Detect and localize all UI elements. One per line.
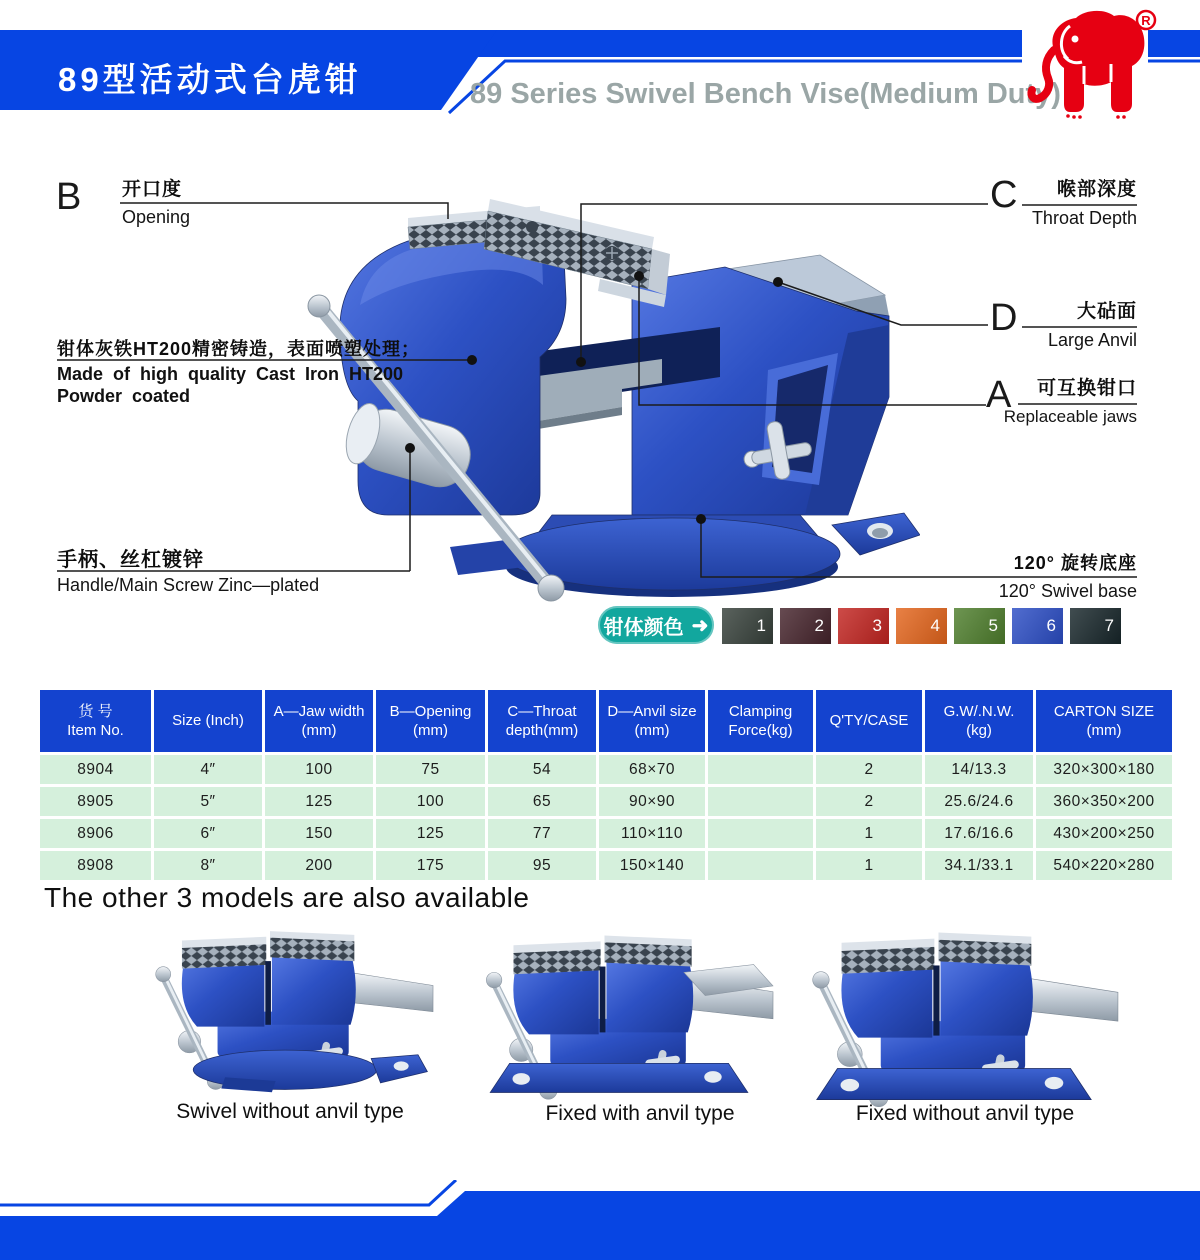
col-header-jaw-width: A—Jaw width (mm)	[265, 690, 373, 752]
cell-carton: 540×220×280	[1036, 851, 1172, 880]
cell-size: 4″	[154, 755, 262, 784]
color-swatch-1: 1	[722, 608, 773, 644]
cell-carton: 320×300×180	[1036, 755, 1172, 784]
cell-opening: 125	[376, 819, 485, 848]
cell-qty: 1	[816, 819, 922, 848]
cell-gwnw: 17.6/16.6	[925, 819, 1033, 848]
cell-throat: 54	[488, 755, 596, 784]
cell-opening: 75	[376, 755, 485, 784]
model-caption-2: Fixed with anvil type	[545, 1102, 735, 1125]
callout-b-en: Opening	[122, 207, 191, 227]
callout-base-zh: 120° 旋转底座	[1013, 553, 1137, 573]
cell-clamping	[708, 787, 813, 816]
cell-anvil: 150×140	[599, 851, 705, 880]
cell-clamping	[708, 851, 813, 880]
col-header-throat: C—Throat depth(mm)	[488, 690, 596, 752]
cell-carton: 360×350×200	[1036, 787, 1172, 816]
cell-qty: 2	[816, 787, 922, 816]
cell-jaw: 100	[265, 755, 373, 784]
cell-anvil: 110×110	[599, 819, 705, 848]
cell-clamping	[708, 755, 813, 784]
model-caption-3: Fixed without anvil type	[855, 1102, 1075, 1125]
svg-text:R: R	[1141, 13, 1151, 28]
col-header-clamping: Clamping Force(kg)	[708, 690, 813, 752]
callout-a-zh: 可互换钳口	[1036, 378, 1137, 399]
cell-qty: 1	[816, 851, 922, 880]
callout-letter-d: D	[990, 297, 1018, 339]
callout-d-zh: 大砧面	[1076, 301, 1137, 322]
cell-carton: 430×200×250	[1036, 819, 1172, 848]
cell-item: 8905	[40, 787, 151, 816]
color-swatch-4: 4	[896, 608, 947, 644]
cell-opening: 175	[376, 851, 485, 880]
col-header-gw-nw: G.W/.N.W. (kg)	[925, 690, 1033, 752]
cell-item: 8904	[40, 755, 151, 784]
callout-letter-c: C	[990, 174, 1018, 216]
callout-d-en: Large Anvil	[1047, 330, 1137, 350]
cell-gwnw: 14/13.3	[925, 755, 1033, 784]
model-caption-1: Swivel without anvil type	[176, 1100, 404, 1123]
callout-letter-b: B	[56, 176, 82, 218]
cell-opening: 100	[376, 787, 485, 816]
cell-jaw: 200	[265, 851, 373, 880]
cell-jaw: 150	[265, 819, 373, 848]
mini-vise-swivel-no-anvil	[135, 918, 435, 1096]
color-swatch-2: 2	[780, 608, 831, 644]
color-swatch-7: 7	[1070, 608, 1121, 644]
cell-size: 5″	[154, 787, 262, 816]
cell-clamping	[708, 819, 813, 848]
cell-throat: 95	[488, 851, 596, 880]
cell-qty: 2	[816, 755, 922, 784]
col-header-anvil: D—Anvil size (mm)	[599, 690, 705, 752]
callout-handle-zh: 手柄、丝杠镀锌	[57, 549, 204, 571]
callout-c-zh: 喉部深度	[1056, 179, 1137, 200]
spec-table	[40, 690, 1172, 880]
elephant-logo	[1020, 6, 1160, 126]
cell-item: 8906	[40, 819, 151, 848]
cell-throat: 77	[488, 819, 596, 848]
page-title-en: 89 Series Swivel Bench Vise(Medium Duty)	[470, 78, 1061, 110]
color-swatch-5: 5	[954, 608, 1005, 644]
col-header-qty: Q'TY/CASE	[816, 690, 922, 752]
callout-material-en2: Powder coated	[57, 386, 191, 406]
footer-band	[0, 1180, 1200, 1260]
mini-vise-fixed-no-anvil	[790, 918, 1120, 1114]
cell-anvil: 68×70	[599, 755, 705, 784]
callout-b-zh: 开口度	[122, 179, 183, 200]
registered-icon	[1137, 11, 1155, 29]
arrow-icon: ➜	[691, 614, 709, 637]
callout-base-en: 120° Swivel base	[998, 581, 1137, 601]
cell-gwnw: 34.1/33.1	[925, 851, 1033, 880]
mini-vise-fixed-with-anvil	[465, 922, 775, 1106]
callout-a-en: Replaceable jaws	[1003, 407, 1137, 426]
col-header-opening: B—Opening (mm)	[376, 690, 485, 752]
callout-letter-a: A	[986, 374, 1012, 416]
callout-material-zh: 钳体灰铁HT200精密铸造，表面喷塑处理；	[57, 339, 421, 359]
callout-material-en1: Made of high quality Cast Iron HT200	[57, 364, 404, 384]
cell-anvil: 90×90	[599, 787, 705, 816]
col-header-carton: CARTON SIZE (mm)	[1036, 690, 1172, 752]
cell-jaw: 125	[265, 787, 373, 816]
other-models-heading: The other 3 models are also available	[44, 882, 530, 913]
col-header-item-no: 货 号 Item No.	[40, 690, 151, 752]
body-color-label: 钳体颜色	[603, 616, 684, 639]
callout-c-en: Throat Depth	[1031, 208, 1137, 228]
cell-size: 6″	[154, 819, 262, 848]
cell-gwnw: 25.6/24.6	[925, 787, 1033, 816]
callout-handle-en: Handle/Main Screw Zinc—plated	[57, 575, 320, 595]
cell-size: 8″	[154, 851, 262, 880]
color-swatch-6: 6	[1012, 608, 1063, 644]
page-title-zh: 89型活动式台虎钳	[58, 61, 362, 98]
cell-throat: 65	[488, 787, 596, 816]
color-swatch-3: 3	[838, 608, 889, 644]
cell-item: 8908	[40, 851, 151, 880]
col-header-size: Size (Inch)	[154, 690, 262, 752]
